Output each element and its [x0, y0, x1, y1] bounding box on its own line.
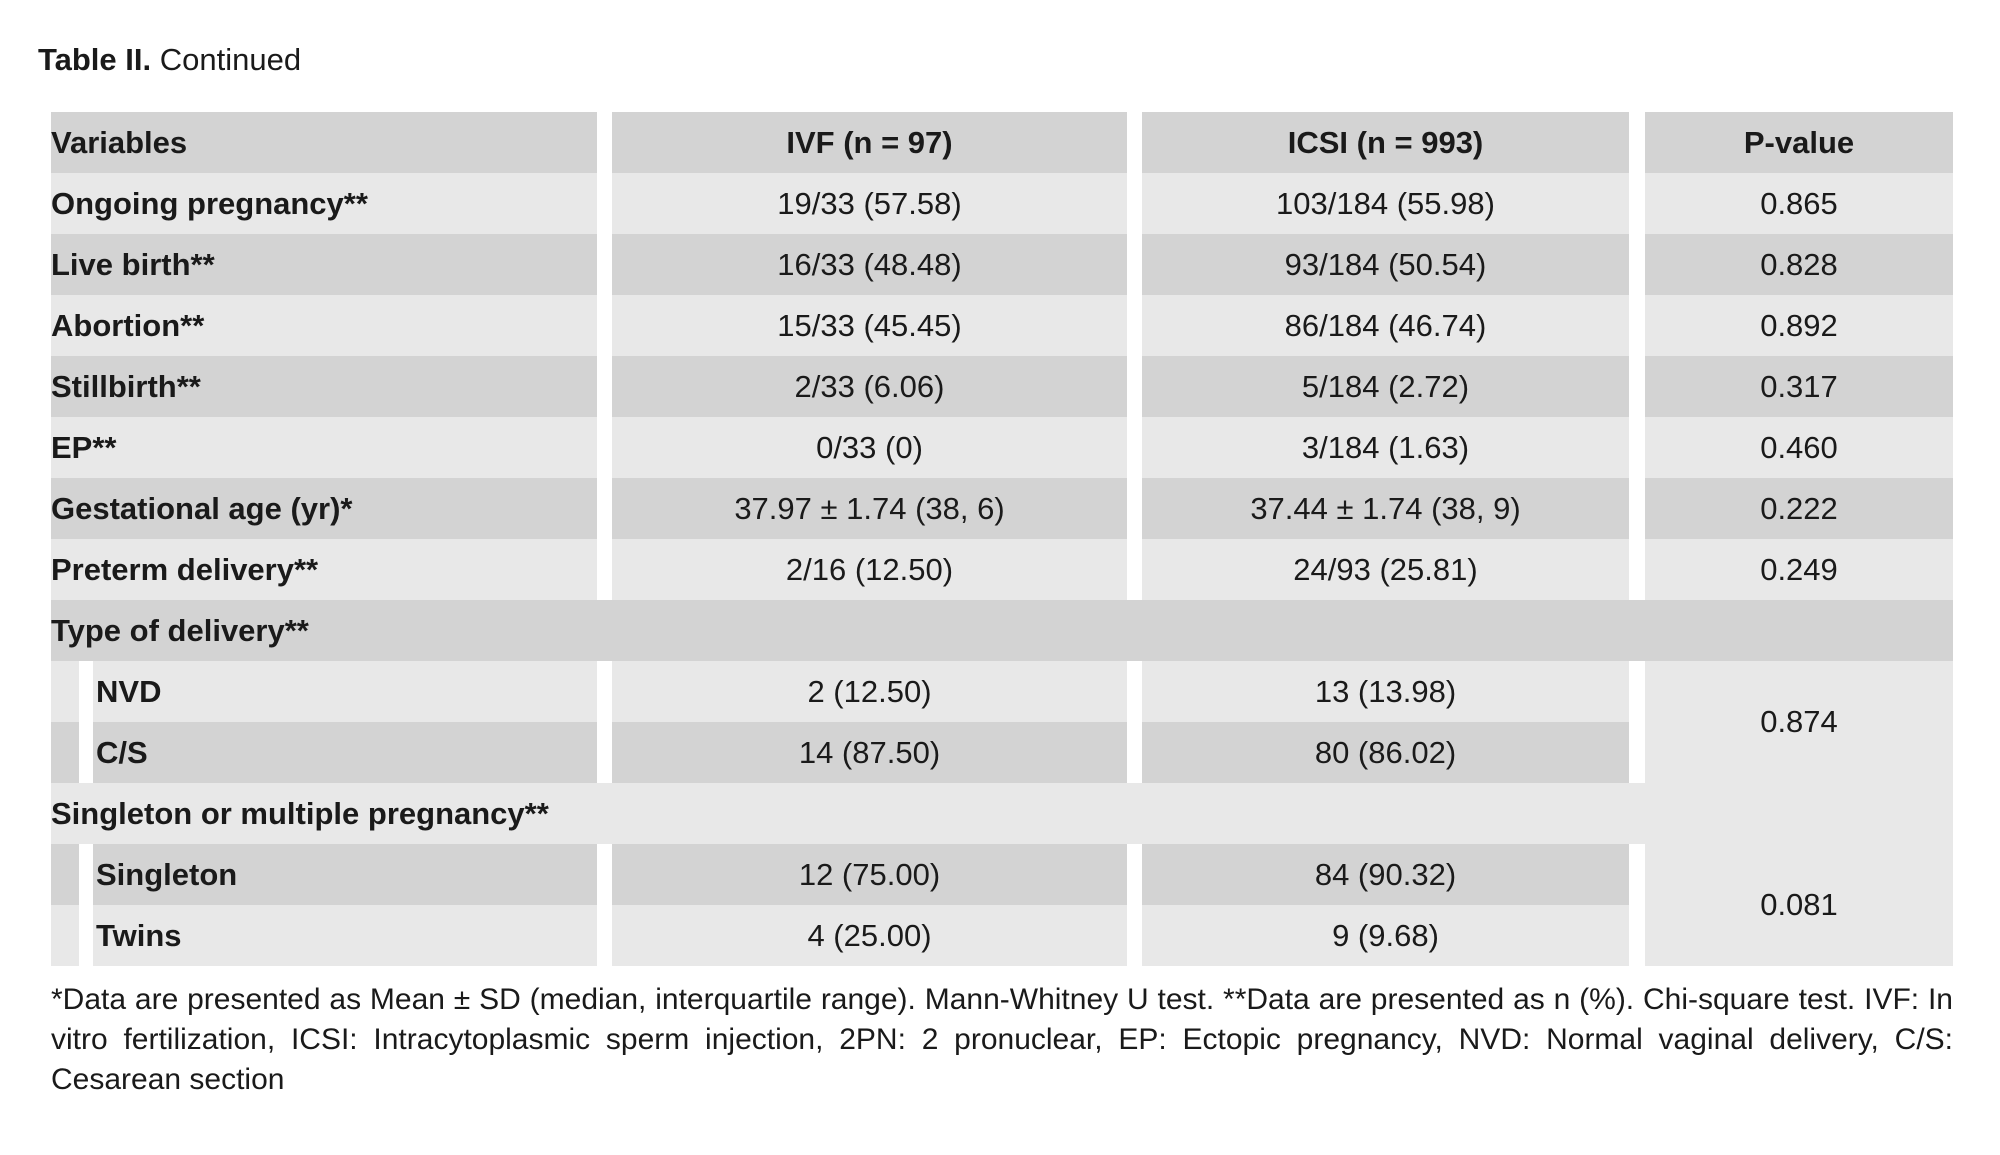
- row-ivf: 2/16 (12.50): [612, 539, 1127, 600]
- table-row: [51, 356, 1953, 417]
- row-icsi: 93/184 (50.54): [1142, 234, 1629, 295]
- row-label: Ongoing pregnancy**: [51, 173, 597, 234]
- row-label: NVD: [93, 661, 597, 722]
- row-ivf: 19/33 (57.58): [612, 173, 1127, 234]
- row-p-value: 0.828: [1645, 234, 1953, 295]
- row-p-value: 0.317: [1645, 356, 1953, 417]
- row-label: Gestational age (yr)*: [51, 478, 597, 539]
- table-row: [51, 539, 1953, 600]
- row-p-value: 0.222: [1645, 478, 1953, 539]
- row-ivf: 0/33 (0): [612, 417, 1127, 478]
- row-ivf: 4 (25.00): [612, 905, 1127, 966]
- table-footnote: *Data are presented as Mean ± SD (median, interquartile range). Mann-Whitney U test. **Data are presented as n (%). Chi-square test. IVF: In vitro fertilization, ICSI: Intracytoplasmic sperm injection, 2PN: 2 pronuclear, EP: Ectopic pregnancy, NVD: Normal vaginal delivery, C/S: Cesarean section: [51, 983, 1953, 1096]
- row-icsi: 5/184 (2.72): [1142, 356, 1629, 417]
- table-row: [51, 295, 1953, 356]
- row-ivf: 16/33 (48.48): [612, 234, 1127, 295]
- row-p-value: 0.249: [1645, 539, 1953, 600]
- table-row: [51, 478, 1953, 539]
- row-icsi: 24/93 (25.81): [1142, 539, 1629, 600]
- header-icsi: ICSI (n = 993): [1142, 112, 1629, 173]
- caption-text: Continued: [159, 42, 302, 77]
- header-p-value: P-value: [1645, 112, 1953, 173]
- delivery-group: [51, 661, 1953, 783]
- row-label: Preterm delivery**: [51, 539, 597, 600]
- row-icsi: 84 (90.32): [1142, 844, 1629, 905]
- row-label: Singleton: [93, 844, 597, 905]
- group-header-pregnancy: [51, 783, 1953, 844]
- row-icsi: 3/184 (1.63): [1142, 417, 1629, 478]
- table-row: [51, 234, 1953, 295]
- table-caption: [38, 40, 301, 80]
- group-label: Singleton or multiple pregnancy**: [51, 783, 1953, 844]
- row-ivf: 2 (12.50): [612, 661, 1127, 722]
- header-ivf: IVF (n = 97): [612, 112, 1127, 173]
- row-ivf: 37.97 ± 1.74 (38, 6): [612, 478, 1127, 539]
- table-header-row: [51, 112, 1953, 173]
- row-ivf: 2/33 (6.06): [612, 356, 1127, 417]
- row-ivf: 14 (87.50): [612, 722, 1127, 783]
- group-label: Type of delivery**: [51, 600, 1953, 661]
- row-icsi: 13 (13.98): [1142, 661, 1629, 722]
- group-p-value: 0.081: [1645, 844, 1953, 966]
- row-p-value: 0.892: [1645, 295, 1953, 356]
- row-icsi: 9 (9.68): [1142, 905, 1629, 966]
- row-icsi: 86/184 (46.74): [1142, 295, 1629, 356]
- header-variables: Variables: [51, 112, 597, 173]
- results-table: [51, 112, 1953, 966]
- row-ivf: 12 (75.00): [612, 844, 1127, 905]
- row-label: Live birth**: [51, 234, 597, 295]
- row-icsi: 80 (86.02): [1142, 722, 1629, 783]
- group-p-value: 0.874: [1645, 661, 1953, 783]
- caption-label: Table II.: [38, 42, 152, 77]
- row-icsi: 37.44 ± 1.74 (38, 9): [1142, 478, 1629, 539]
- row-label: Stillbirth**: [51, 356, 597, 417]
- group-header-delivery: [51, 600, 1953, 661]
- row-p-value: 0.460: [1645, 417, 1953, 478]
- row-p-value: 0.865: [1645, 173, 1953, 234]
- row-label: EP**: [51, 417, 597, 478]
- table-row: [51, 173, 1953, 234]
- row-label: Twins: [93, 905, 597, 966]
- table-row: [51, 417, 1953, 478]
- row-ivf: 15/33 (45.45): [612, 295, 1127, 356]
- row-label: Abortion**: [51, 295, 597, 356]
- row-label: C/S: [93, 722, 597, 783]
- row-icsi: 103/184 (55.98): [1142, 173, 1629, 234]
- pregnancy-group: [51, 844, 1953, 966]
